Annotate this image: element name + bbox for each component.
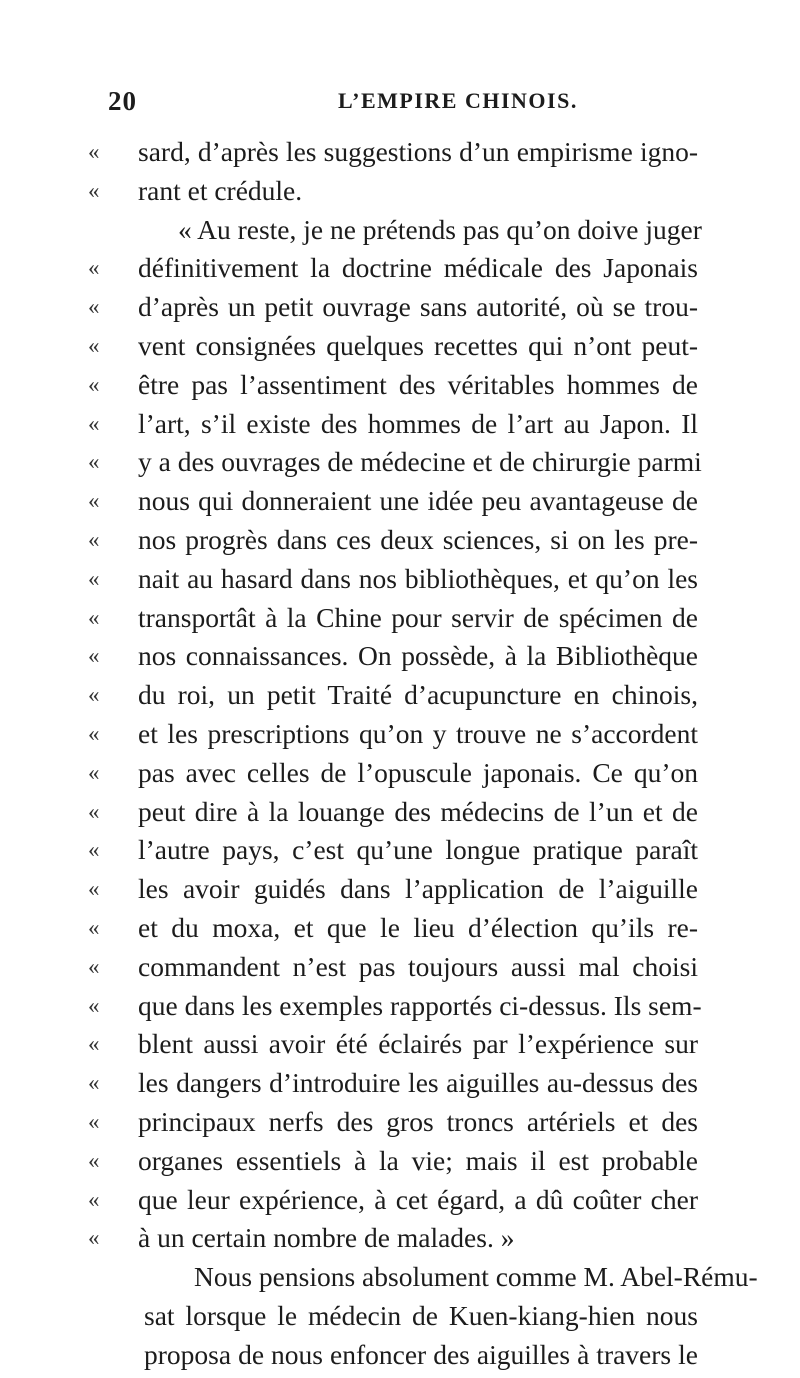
text-line: [88, 288, 698, 327]
running-title: L’EMPIRE CHINOIS.: [338, 88, 578, 113]
line-text: l’autre pays, c’est qu’une longue pratique paraît: [138, 834, 698, 866]
quote-mark: «: [88, 876, 100, 902]
quote-mark: «: [88, 992, 100, 1018]
line-text: commandent n’est pas toujours aussi mal choisi: [138, 950, 698, 982]
line-text: « Au reste, je ne prétends pas qu’on doive juger: [178, 213, 702, 245]
text-line: [88, 715, 698, 754]
quote-mark: «: [88, 332, 100, 358]
quote-mark: «: [88, 1147, 100, 1173]
quote-mark: «: [88, 1108, 100, 1134]
line-text: proposa de nous enfoncer des aiguilles à travers le: [144, 1338, 698, 1370]
text-line: [88, 211, 702, 250]
line-text: nos progrès dans ces deux sciences, si on les pre-: [138, 523, 698, 555]
text-line: [88, 831, 698, 870]
line-text: Nous pensions absolument comme M. Abel-Rému-: [194, 1261, 758, 1293]
text-line: [88, 366, 698, 405]
quote-mark: «: [88, 371, 100, 397]
quote-mark: «: [88, 837, 100, 863]
line-text: sard, d’après les suggestions d’un empirisme igno-: [138, 136, 698, 167]
quote-mark: «: [88, 914, 100, 940]
line-text: rant et crédule.: [138, 174, 303, 206]
line-text: du roi, un petit Traité d’acupuncture en chinois,: [138, 679, 698, 711]
quote-mark: «: [88, 449, 100, 475]
line-text: organes essentiels à la vie; mais il est probable: [138, 1144, 698, 1176]
text-line: [88, 405, 698, 444]
text-line: [88, 1297, 698, 1336]
quote-mark: «: [88, 720, 100, 746]
quote-mark: «: [88, 177, 100, 203]
quote-mark: «: [88, 1031, 100, 1057]
text-line: [88, 327, 698, 366]
text-line: [88, 948, 698, 987]
quote-mark: «: [88, 1186, 100, 1212]
text-line: [88, 1336, 698, 1375]
line-text: définitivement la doctrine médicale des Japonais: [138, 252, 698, 284]
text-line: [88, 443, 702, 482]
text-line: [88, 1219, 698, 1258]
quote-mark: «: [88, 953, 100, 979]
line-text: nait au hasard dans nos bibliothèques, et qu’on les: [138, 562, 698, 594]
line-text: nos connaissances. On possède, à la Bibliothèque: [138, 640, 698, 672]
text-line: [88, 793, 698, 832]
quote-mark: «: [88, 1070, 100, 1096]
line-text: et du moxa, et que le lieu d’élection qu’ils re-: [138, 911, 698, 943]
quote-mark: «: [88, 565, 100, 591]
text-line: [88, 1064, 698, 1103]
quote-mark: «: [88, 294, 100, 320]
line-text: principaux nerfs des gros troncs artériels et des: [138, 1105, 698, 1137]
text-line: [88, 987, 702, 1026]
line-text: que dans les exemples rapportés ci-dessus. Ils sem-: [138, 989, 702, 1021]
text-line: [88, 870, 698, 909]
text-line: [88, 1181, 698, 1220]
page-header: [0, 86, 800, 126]
text-line: [88, 521, 698, 560]
page-number: 20: [108, 86, 137, 116]
line-text: et les prescriptions qu’on y trouve ne s’accordent: [138, 717, 698, 749]
quote-mark: «: [88, 488, 100, 514]
quote-mark: «: [88, 643, 100, 669]
quote-mark: «: [88, 759, 100, 785]
quote-mark: «: [88, 798, 100, 824]
text-line: [88, 599, 698, 638]
quote-mark: «: [88, 1225, 100, 1251]
quote-mark: «: [88, 255, 100, 281]
line-text: nous qui donneraient une idée peu avantageuse de: [138, 485, 698, 517]
text-line: [88, 1142, 698, 1181]
quote-mark: «: [88, 139, 100, 164]
text-line: [88, 1025, 698, 1064]
line-text: à un certain nombre de malades. »: [138, 1222, 515, 1254]
line-text: vent consignées quelques recettes qui n’ont peut-: [138, 329, 698, 361]
quote-mark: «: [88, 604, 100, 630]
line-text: l’art, s’il existe des hommes de l’art au Japon. Il: [138, 407, 698, 439]
line-text: blent aussi avoir été éclairés par l’expérience sur: [138, 1028, 698, 1060]
quote-mark: «: [88, 526, 100, 552]
text-line: [88, 249, 698, 288]
text-line: [88, 172, 698, 211]
line-text: y a des ouvrages de médecine et de chirurgie parmi: [138, 446, 702, 478]
line-text: d’après un petit ouvrage sans autorité, où se trou-: [138, 291, 698, 323]
text-line: [88, 1103, 698, 1142]
quote-mark: «: [88, 682, 100, 708]
line-text: peut dire à la louange des médecins de l’un et de: [138, 795, 698, 827]
text-line: [88, 754, 698, 793]
line-text: les dangers d’introduire les aiguilles au-dessus des: [138, 1067, 698, 1099]
line-text: transportât à la Chine pour servir de spécimen de: [138, 601, 698, 633]
text-line: [88, 909, 698, 948]
text-line: [88, 482, 698, 521]
line-text: être pas l’assentiment des véritables hommes de: [138, 368, 698, 400]
line-text: pas avec celles de l’opuscule japonais. Ce qu’on: [138, 756, 698, 788]
body-text: [88, 133, 758, 1375]
text-line: [88, 676, 698, 715]
text-line: [88, 1258, 758, 1297]
text-line: [88, 133, 698, 172]
quote-mark: «: [88, 410, 100, 436]
line-text: que leur expérience, à cet égard, a dû coûter cher: [138, 1183, 698, 1215]
text-line: [88, 560, 698, 599]
text-line: [88, 637, 698, 676]
line-text: les avoir guidés dans l’application de l’aiguille: [138, 873, 698, 905]
line-text: sat lorsque le médecin de Kuen-kiang-hien nous: [144, 1299, 698, 1331]
